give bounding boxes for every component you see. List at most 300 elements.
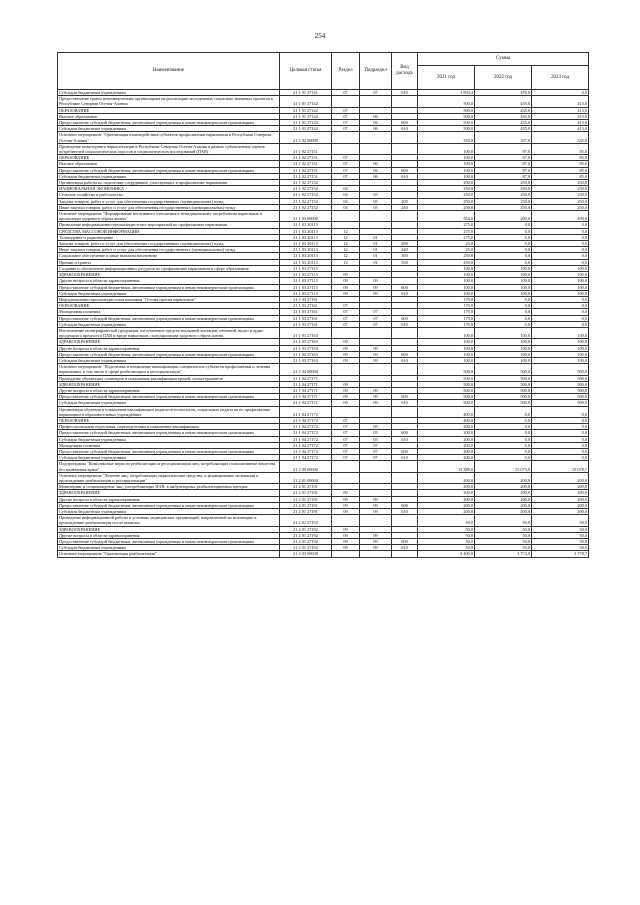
cell-section: 09 xyxy=(332,545,360,551)
cell-section: 07 xyxy=(332,442,360,448)
cell-name: Профессиональная подготовка, переподготовка и повышение квалификации xyxy=(58,424,280,430)
cell-2023: 100,0 xyxy=(532,290,589,296)
cell-target: 21 1 01 27142 xyxy=(280,126,332,132)
cell-target: 21 2 01 27191 xyxy=(280,502,332,508)
cell-target: 21 1 03 27115 xyxy=(280,278,332,284)
cell-section: 07 xyxy=(332,303,360,309)
cell-section: 07 xyxy=(332,155,360,161)
cell-expense-type: 240 xyxy=(392,247,418,253)
cell-2021: 50,0 xyxy=(418,532,475,538)
cell-expense-type: 600 xyxy=(392,351,418,357)
cell-2023: 413,0 xyxy=(532,113,589,119)
cell-2022: 15 073,9 xyxy=(475,461,532,472)
cell-2022: 200,0 xyxy=(475,496,532,502)
cell-target: 21 1 02 27151 xyxy=(280,173,332,179)
cell-subsection: 07 xyxy=(360,321,392,327)
cell-2023: 100,0 xyxy=(532,278,589,284)
cell-2022: 0,0 xyxy=(475,455,532,461)
cell-2022: 87,0 xyxy=(475,155,532,161)
cell-2021: 250,0 xyxy=(418,204,475,210)
cell-2023: 500,0 xyxy=(532,394,589,400)
cell-expense-type xyxy=(392,211,418,222)
cell-name: Предоставление субсидий бюджетным, автономным учреждениям и иным некоммерческим организациям xyxy=(58,430,280,436)
cell-subsection: 05 xyxy=(360,436,392,442)
cell-name: ОБРАЗОВАНИЕ xyxy=(58,417,280,423)
cell-name: Субсидии бюджетным учреждениям xyxy=(58,509,280,515)
cell-subsection: 05 xyxy=(360,430,392,436)
cell-expense-type: 610 xyxy=(392,321,418,327)
cell-target: 21 2 01 27192 xyxy=(280,515,332,526)
cell-section: 09 xyxy=(332,496,360,502)
cell-2023: 85,0 xyxy=(532,155,589,161)
cell-2021: 350,0 xyxy=(418,132,475,143)
cell-expense-type: 610 xyxy=(392,90,418,96)
cell-target: 21 2 01 27191 xyxy=(280,509,332,515)
cell-2022: 87,0 xyxy=(475,167,532,173)
cell-2022: 0,0 xyxy=(475,253,532,259)
cell-name: Субсидии бюджетным учреждениям xyxy=(58,126,280,132)
cell-subsection xyxy=(360,406,392,417)
cell-2022: 200,0 xyxy=(475,484,532,490)
cell-2023: 85,0 xyxy=(532,161,589,167)
cell-expense-type: 610 xyxy=(392,436,418,442)
cell-target: 21 1 03 27163 xyxy=(280,339,332,345)
col-header-section: Раздел xyxy=(332,53,360,90)
cell-2023: 0,0 xyxy=(532,315,589,321)
cell-name: Создание и обеспечение информационных ресурсов по профилактике наркомании в сфере образования xyxy=(58,265,280,271)
cell-expense-type: 600 xyxy=(392,120,418,126)
cell-section: 07 xyxy=(332,113,360,119)
cell-name: Сельское хозяйство и рыболовство xyxy=(58,192,280,198)
cell-subsection: 09 xyxy=(360,387,392,393)
cell-section: 09 xyxy=(332,490,360,496)
cell-section: 12 xyxy=(332,234,360,240)
cell-2022: 500,0 xyxy=(475,387,532,393)
cell-name: Иные закупки товаров, работ и услуг для обеспечения государственных (муниципальных) нужд xyxy=(58,204,280,210)
cell-2022: 250,0 xyxy=(475,198,532,204)
cell-2021: 100,0 xyxy=(418,278,475,284)
table-row xyxy=(58,96,589,107)
cell-target: 21 1 02 27152 xyxy=(280,180,332,186)
cell-target: 21 1 04 27171 xyxy=(280,381,332,387)
cell-2023: 50,0 xyxy=(532,532,589,538)
cell-name: Молодежная политика xyxy=(58,442,280,448)
cell-2022: 50,0 xyxy=(475,515,532,526)
cell-2023: 500,0 xyxy=(532,400,589,406)
table-row xyxy=(58,461,589,472)
cell-subsection xyxy=(360,143,392,154)
cell-2021: 275,0 xyxy=(418,228,475,234)
cell-subsection: 05 xyxy=(360,198,392,204)
cell-expense-type: 600 xyxy=(392,167,418,173)
cell-target: 21 1 03 27161 xyxy=(280,296,332,302)
cell-expense-type xyxy=(392,515,418,526)
cell-target: 21 2 03 00000 xyxy=(280,551,332,557)
cell-name: Подпрограмма "Комплексные меры по реабилитации и ресоциализации лиц, потребляющих психоактивные вещества без назначения врача" xyxy=(58,461,280,472)
cell-name: Субсидии бюджетным учреждениям xyxy=(58,545,280,551)
cell-name: Основное мероприятие "Формирование негативного отношения к немедицинскому потреблению наркотиков и пропаганды здорового образа жизни" xyxy=(58,211,280,222)
cell-2023: 0,0 xyxy=(532,417,589,423)
cell-expense-type: 610 xyxy=(392,400,418,406)
cell-target: 21 1 04 27171 xyxy=(280,400,332,406)
cell-2023: 85,0 xyxy=(532,173,589,179)
cell-expense-type: 200 xyxy=(392,241,418,247)
cell-2021: 250,0 xyxy=(418,180,475,186)
cell-expense-type: 300 xyxy=(392,253,418,259)
table-row xyxy=(58,551,589,557)
cell-2021: 100,0 xyxy=(418,272,475,278)
cell-target: 21 2 01 27191 xyxy=(280,496,332,502)
cell-target: 21 1 03 27115 xyxy=(280,272,332,278)
cell-section: 09 xyxy=(332,381,360,387)
cell-target: 21 1 04 27172 xyxy=(280,417,332,423)
cell-2023: 100,0 xyxy=(532,339,589,345)
cell-2022: 0,0 xyxy=(475,417,532,423)
cell-subsection: 01 xyxy=(360,247,392,253)
cell-2022: 100,0 xyxy=(475,290,532,296)
cell-2021: 1 894,4 xyxy=(418,90,475,96)
cell-2022: 250,0 xyxy=(475,186,532,192)
cell-target: 21 1 03 27115 xyxy=(280,265,332,271)
cell-section: 12 xyxy=(332,228,360,234)
cell-2023: 0,0 xyxy=(532,424,589,430)
cell-2023: 200,0 xyxy=(532,496,589,502)
cell-section: 04 xyxy=(332,204,360,210)
cell-section: 07 xyxy=(332,107,360,113)
cell-expense-type: 610 xyxy=(392,455,418,461)
cell-2022: 100,0 xyxy=(475,357,532,363)
cell-subsection xyxy=(360,96,392,107)
table-row xyxy=(58,515,589,526)
cell-name: ОБРАЗОВАНИЕ xyxy=(58,107,280,113)
cell-2022: 87,0 xyxy=(475,161,532,167)
cell-name: ОБРАЗОВАНИЕ xyxy=(58,155,280,161)
cell-2021: 50,0 xyxy=(418,526,475,532)
cell-2023: 100,0 xyxy=(532,357,589,363)
cell-2023: 85,0 xyxy=(532,167,589,173)
cell-2023: 100,0 xyxy=(532,265,589,271)
cell-target: 21 1 03 00000 xyxy=(280,211,332,222)
cell-target: 21 1 02 27151 xyxy=(280,143,332,154)
cell-name: Молодежная политика xyxy=(58,309,280,315)
cell-name: Субсидии бюджетным учреждениям xyxy=(58,173,280,179)
cell-2021: 179,0 xyxy=(418,303,475,309)
cell-name: Предоставление гранта некоммерческим организациям на реализацию молодежных социально значимых проектов в Республике Северная Осетия-Алания xyxy=(58,96,280,107)
cell-2022: 0,0 xyxy=(475,436,532,442)
cell-2023: 50,0 xyxy=(532,526,589,532)
cell-2021: 500,0 xyxy=(418,400,475,406)
cell-2023: 250,0 xyxy=(532,198,589,204)
cell-subsection: 06 xyxy=(360,173,392,179)
cell-name: ЗДРАВООХРАНЕНИЕ xyxy=(58,526,280,532)
cell-subsection xyxy=(360,364,392,375)
cell-target: 21 1 04 27172 xyxy=(280,406,332,417)
col-header-subsection: Подраздел xyxy=(360,53,392,90)
cell-name: Другие вопросы в области здравоохранения xyxy=(58,532,280,538)
cell-section xyxy=(332,551,360,557)
cell-name: Предоставление субсидий бюджетным, автономным учреждениям и иным некоммерческим организациям xyxy=(58,120,280,126)
cell-2021: 50,0 xyxy=(418,539,475,545)
cell-section xyxy=(332,327,360,338)
table-row xyxy=(58,211,589,222)
cell-section xyxy=(332,515,360,526)
cell-2022: 250,0 xyxy=(475,192,532,198)
cell-section: 04 xyxy=(332,198,360,204)
cell-subsection: 09 xyxy=(360,502,392,508)
cell-2021: 15 389,0 xyxy=(418,461,475,472)
cell-section: 07 xyxy=(332,417,360,423)
cell-expense-type: 600 xyxy=(392,315,418,321)
cell-target: 21 1 03 20113 xyxy=(280,222,332,228)
cell-2022: 435,0 xyxy=(475,107,532,113)
cell-expense-type: 610 xyxy=(392,357,418,363)
cell-2023: 0,0 xyxy=(532,436,589,442)
cell-2023: 0,0 xyxy=(532,442,589,448)
cell-name: Другие вопросы в области здравоохранения xyxy=(58,278,280,284)
cell-2022: 435,0 xyxy=(475,113,532,119)
cell-2023: 250,0 xyxy=(532,180,589,186)
cell-section: 12 xyxy=(332,247,360,253)
cell-name: Проведение обучающих семинаров и повышения квалификации врачей, психотерапевтов xyxy=(58,375,280,381)
cell-name: Закупка товаров, работ и услуг для обеспечения государственных (муниципальных) нужд xyxy=(58,241,280,247)
cell-target: 21 1 03 27161 xyxy=(280,321,332,327)
cell-name: Предоставление субсидий бюджетным, автономным учреждениям и иным некоммерческим организациям xyxy=(58,539,280,545)
cell-2022: 200,0 xyxy=(475,472,532,483)
cell-2021: 400,0 xyxy=(418,417,475,423)
cell-2023: 0,0 xyxy=(532,90,589,96)
cell-name: Субсидии бюджетным учреждениям xyxy=(58,357,280,363)
cell-section: 09 xyxy=(332,532,360,538)
cell-section: 07 xyxy=(332,309,360,315)
cell-expense-type xyxy=(392,132,418,143)
cell-2022: 87,0 xyxy=(475,173,532,179)
cell-2021: 100,0 xyxy=(418,161,475,167)
cell-2023: 0,0 xyxy=(532,430,589,436)
cell-2022: 100,0 xyxy=(475,339,532,345)
cell-2022: 50,0 xyxy=(475,539,532,545)
cell-2021: 100,0 xyxy=(418,155,475,161)
table-row xyxy=(58,132,589,143)
cell-2022: 0,0 xyxy=(475,228,532,234)
cell-target: 21 1 03 20113 xyxy=(280,228,332,234)
cell-subsection xyxy=(360,211,392,222)
cell-2021: 50,0 xyxy=(418,515,475,526)
cell-target: 21 2 01 27192 xyxy=(280,539,332,545)
cell-target: 21 1 02 27152 xyxy=(280,204,332,210)
cell-subsection xyxy=(360,472,392,483)
cell-subsection: 09 xyxy=(360,509,392,515)
cell-2022: 0,0 xyxy=(475,296,532,302)
cell-name: Организация обучения и повышения квалификации педагогов-психологов, социальных педагогов по профилактике наркомании в образовательных учреждениях xyxy=(58,406,280,417)
cell-expense-type: 200 xyxy=(392,198,418,204)
cell-target: 21 1 03 27161 xyxy=(280,315,332,321)
cell-section: 07 xyxy=(332,321,360,327)
cell-2022: 50,0 xyxy=(475,532,532,538)
cell-target: 21 1 04 27172 xyxy=(280,442,332,448)
cell-name: Субсидии бюджетным учреждениям xyxy=(58,321,280,327)
cell-2023: 0,0 xyxy=(532,228,589,234)
cell-2023: 0,0 xyxy=(532,455,589,461)
cell-name: Основное мероприятие "Организация взаимодействия субъектов профилактики наркомании в Республике Северная Осетия-Алания" xyxy=(58,132,280,143)
cell-2021: 100,0 xyxy=(418,339,475,345)
cell-2022: 0,0 xyxy=(475,222,532,228)
cell-target: 21 1 04 27171 xyxy=(280,394,332,400)
cell-name: Субсидии бюджетным учреждениям xyxy=(58,436,280,442)
cell-section: 12 xyxy=(332,259,360,265)
cell-2023: 50,0 xyxy=(532,515,589,526)
cell-subsection: 01 xyxy=(360,241,392,247)
cell-2023: 0,0 xyxy=(532,406,589,417)
cell-2021: 500,0 xyxy=(418,375,475,381)
cell-target: 21 1 04 00000 xyxy=(280,364,332,375)
cell-2021: 200,0 xyxy=(418,448,475,454)
cell-2022: 87,0 xyxy=(475,143,532,154)
col-header-2022: 2022 год xyxy=(475,66,532,90)
cell-2022: 435,0 xyxy=(475,120,532,126)
cell-expense-type: 610 xyxy=(392,290,418,296)
cell-2023: 500,0 xyxy=(532,375,589,381)
cell-2022: 500,0 xyxy=(475,364,532,375)
cell-2022: 200,0 xyxy=(475,490,532,496)
cell-2022: 0,0 xyxy=(475,315,532,321)
cell-2021: 200,0 xyxy=(418,424,475,430)
cell-2022: 100,0 xyxy=(475,272,532,278)
cell-2022: 100,0 xyxy=(475,351,532,357)
cell-name: Предоставление субсидий бюджетным, автономным учреждениям и иным некоммерческим организациям xyxy=(58,394,280,400)
cell-2021: 25,0 xyxy=(418,241,475,247)
col-header-sums: Сумма xyxy=(418,53,589,66)
cell-name: Иные закупки товаров, работ и услуг для обеспечения государственных (муниципальных) нужд xyxy=(58,247,280,253)
cell-target: 21 1 03 27115 xyxy=(280,284,332,290)
cell-2022: 500,0 xyxy=(475,400,532,406)
cell-subsection: 07 xyxy=(360,90,392,96)
cell-section: 09 xyxy=(332,539,360,545)
cell-target: 21 1 03 27163 xyxy=(280,357,332,363)
cell-subsection: 07 xyxy=(360,455,392,461)
cell-target: 21 1 03 20113 xyxy=(280,241,332,247)
cell-2023: 413,0 xyxy=(532,120,589,126)
cell-expense-type: 240 xyxy=(392,204,418,210)
cell-subsection: 09 xyxy=(360,532,392,538)
cell-expense-type: 600 xyxy=(392,430,418,436)
cell-2021: 250,0 xyxy=(418,253,475,259)
cell-name: Субсидии бюджетным учреждениям xyxy=(58,290,280,296)
cell-name: Проведение информационной работы в условиях медицинских организаций, направленной на мотивацию к прохождению реабилитации после выписки xyxy=(58,515,280,526)
cell-2021: 250,0 xyxy=(418,259,475,265)
cell-subsection: 01 xyxy=(360,234,392,240)
cell-target: 21 1 02 27151 xyxy=(280,161,332,167)
cell-target: 21 1 02 27152 xyxy=(280,186,332,192)
cell-expense-type: 350 xyxy=(392,259,418,265)
cell-subsection: 07 xyxy=(360,442,392,448)
cell-name: Предоставление субсидий бюджетным, автономным учреждениям и иным некоммерческим организациям xyxy=(58,284,280,290)
col-header-2023: 2023 год xyxy=(532,66,589,90)
cell-name: Предоставление субсидий бюджетным, автономным учреждениям и иным некоммерческим организациям xyxy=(58,448,280,454)
cell-section: 07 xyxy=(332,161,360,167)
cell-subsection: 05 xyxy=(360,204,392,210)
cell-2023: 50,0 xyxy=(532,539,589,545)
cell-section: 07 xyxy=(332,448,360,454)
cell-name: Субсидии бюджетным учреждениям xyxy=(58,90,280,96)
cell-2021: 200,0 xyxy=(418,472,475,483)
table-body xyxy=(58,90,589,558)
cell-2021: 100,0 xyxy=(418,167,475,173)
cell-name: Премии и гранты xyxy=(58,259,280,265)
cell-name: Мониторинг и сопровождение лиц, употребляющих ПАВ, в амбулаторных реабилитационных центрах xyxy=(58,484,280,490)
budget-table xyxy=(57,52,589,558)
cell-target: 21 1 01 27142 xyxy=(280,96,332,107)
cell-subsection: 06 xyxy=(360,120,392,126)
cell-subsection: 09 xyxy=(360,496,392,502)
cell-2022: 435,0 xyxy=(475,126,532,132)
cell-section: 09 xyxy=(332,502,360,508)
cell-section: 12 xyxy=(332,253,360,259)
cell-target: 21 1 02 27152 xyxy=(280,198,332,204)
cell-section: 09 xyxy=(332,394,360,400)
cell-name: Высшее образование xyxy=(58,113,280,119)
cell-name: Основное мероприятие "Лечение лиц, потребляющих наркотические средства, и формирование мотивации к прохождению реабилитации и ресоциализации" xyxy=(58,472,280,483)
cell-2022: 0,0 xyxy=(475,303,532,309)
cell-target: 21 1 03 27163 xyxy=(280,327,332,338)
cell-2022: 250,0 xyxy=(475,180,532,186)
cell-2021: 100,0 xyxy=(418,357,475,363)
cell-2021: 500,0 xyxy=(418,107,475,113)
cell-section xyxy=(332,461,360,472)
cell-2021: 250,0 xyxy=(418,198,475,204)
cell-name: Предоставление субсидий бюджетным, автономным учреждениям и иным некоммерческим организациям xyxy=(58,167,280,173)
cell-2022: 0,0 xyxy=(475,309,532,315)
cell-2021: 500,0 xyxy=(418,96,475,107)
cell-subsection xyxy=(360,515,392,526)
cell-expense-type: 600 xyxy=(392,284,418,290)
cell-section xyxy=(332,143,360,154)
cell-2021: 100,0 xyxy=(418,265,475,271)
cell-2023: 200,0 xyxy=(532,211,589,222)
cell-expense-type: 600 xyxy=(392,502,418,508)
cell-2023: 413,0 xyxy=(532,107,589,113)
cell-2023: 100,0 xyxy=(532,351,589,357)
cell-2021: 200,0 xyxy=(418,509,475,515)
cell-name: Социальное обеспечение и иные выплаты населению xyxy=(58,253,280,259)
cell-2021: 400,0 xyxy=(418,406,475,417)
cell-2021: 554,0 xyxy=(418,211,475,222)
cell-2023: 413,0 xyxy=(532,126,589,132)
table-row xyxy=(58,472,589,483)
cell-2023: 500,0 xyxy=(532,364,589,375)
cell-subsection: 09 xyxy=(360,345,392,351)
cell-2022: 100,0 xyxy=(475,327,532,338)
cell-section: 09 xyxy=(332,339,360,345)
cell-name: Основное мероприятие "Организация реабилитации" xyxy=(58,551,280,557)
cell-2022: 3 774,0 xyxy=(475,551,532,557)
cell-expense-type xyxy=(392,406,418,417)
cell-target: 21 2 01 00000 xyxy=(280,472,332,483)
cell-target: 21 1 03 27161 xyxy=(280,309,332,315)
cell-name: Другие вопросы в области здравоохранения xyxy=(58,387,280,393)
cell-target: 21 1 03 27163 xyxy=(280,351,332,357)
cell-2022: 476,0 xyxy=(475,90,532,96)
cell-name: Предоставление субсидий бюджетным, автономным учреждениям и иным некоммерческим организациям xyxy=(58,502,280,508)
cell-subsection: 09 xyxy=(360,284,392,290)
cell-section xyxy=(332,364,360,375)
cell-name: Проведение мониторинга наркоситуации в Республике Северная Осетия-Алания в рамках субъективных оценок потребителей социологических опросов и социологических исследований (ПАВ) xyxy=(58,143,280,154)
cell-name: ОБРАЗОВАНИЕ xyxy=(58,303,280,309)
cell-2023: 100,0 xyxy=(532,272,589,278)
cell-target: 21 1 01 27141 xyxy=(280,90,332,96)
cell-target: 21 1 04 27171 xyxy=(280,375,332,381)
table-row xyxy=(58,406,589,417)
cell-2023: 500,0 xyxy=(532,387,589,393)
